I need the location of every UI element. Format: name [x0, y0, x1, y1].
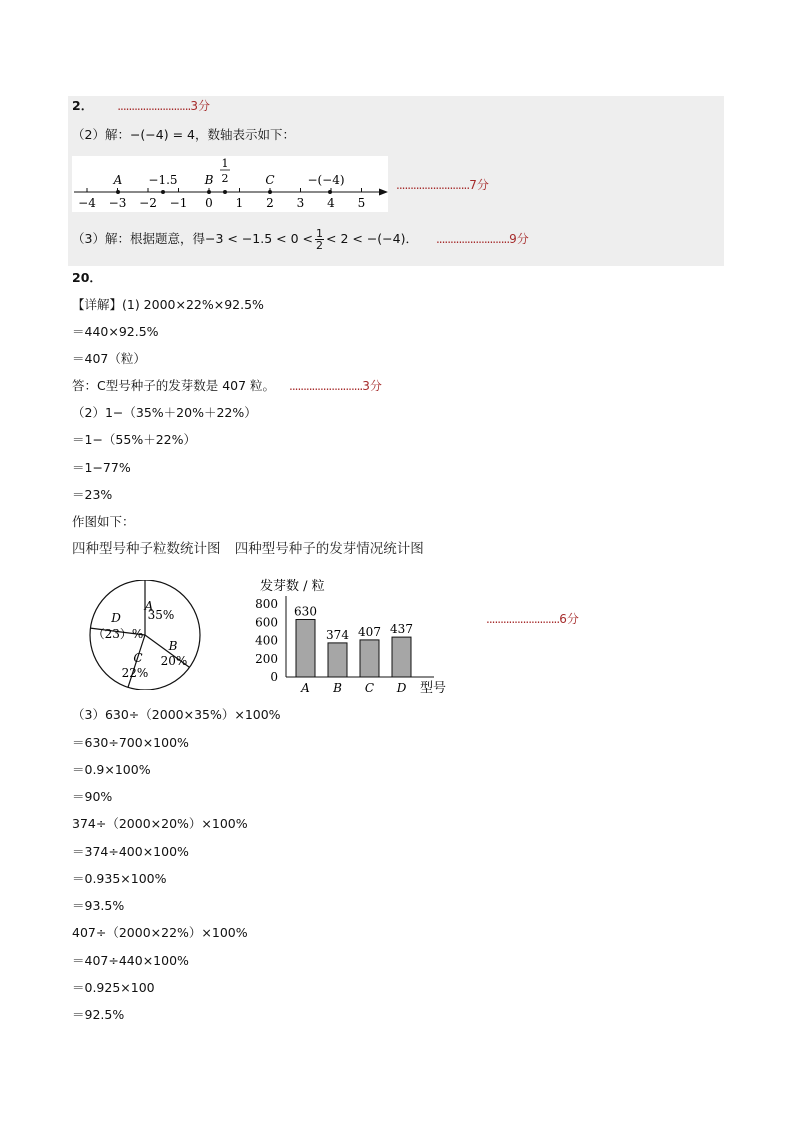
q20-line11: ＝630÷700×100% [72, 735, 189, 750]
bar-category-label-a: A [301, 681, 310, 695]
q19-part3-line [72, 228, 529, 251]
q19-part1-line [72, 98, 210, 114]
q20-line4 [72, 378, 382, 394]
point-half-numerator: 1 [221, 157, 229, 170]
pie-chart [88, 580, 208, 690]
q20-line16: ＝0.935×100% [72, 871, 167, 886]
bar-y-tick-labels [255, 597, 278, 684]
number-line-tick-labels [78, 196, 365, 210]
number-line-tick-label: 5 [357, 196, 366, 210]
number-line-svg [72, 156, 388, 212]
bar-value-label-b: 374 [326, 627, 349, 642]
bar-b [328, 643, 347, 677]
pie-pct-d: （23）% [92, 627, 144, 641]
bar-y-tick-label: 800 [255, 597, 278, 611]
bar-value-label-c: 407 [358, 624, 381, 639]
q20-part1-score: ..........................3分 [289, 379, 382, 393]
number-line-figure [72, 156, 388, 212]
bar-chart-title: 四种型号种子的发芽情况统计图 [234, 541, 424, 557]
bar-category-label-d: D [396, 681, 407, 695]
point-neg-neg4-dot [328, 190, 332, 194]
q19-part1-score: ..........................3分 [117, 99, 211, 113]
bar-category-label-b: B [333, 681, 342, 695]
pie-label-b: B [168, 639, 178, 653]
pie-pct-b: 20% [160, 654, 188, 668]
bar-c [360, 640, 379, 677]
pie-label-a: A [144, 599, 154, 613]
bar-y-tick-label: 0 [270, 670, 278, 684]
bar-a [296, 620, 315, 678]
bar-category-labels [300, 681, 407, 695]
q20-line7: ＝1−77% [72, 460, 131, 475]
q20-line10: （3）630÷（2000×35%）×100% [72, 707, 281, 722]
q19-part3-score: ..........................9分 [435, 232, 529, 246]
number-line-tick-label: 1 [235, 196, 244, 210]
bar-y-tick-label: 600 [255, 615, 278, 630]
point-a-dot [116, 190, 120, 194]
chart-titles-line [72, 541, 424, 557]
q19-part2-score: ..........................7分 [396, 178, 489, 192]
bar-category-label-c: C [364, 681, 375, 695]
point-neg-1-5-dot [161, 190, 165, 194]
point-half-dot [223, 190, 227, 194]
q19-part3-expr-right: < 2 < −(−4)． [326, 231, 418, 246]
number-line-tick-label: 4 [327, 196, 335, 210]
q20-line14: 374÷（2000×20%）×100% [72, 816, 248, 831]
q20-line15: ＝374÷400×100% [72, 844, 189, 859]
point-neg-1-5-label: −1.5 [148, 173, 178, 187]
q20-line9: 作图如下： [72, 514, 135, 529]
chart-score: ..........................6分 [486, 612, 579, 626]
bar-chart [250, 574, 460, 698]
q20-line20: ＝0.925×100 [72, 980, 155, 995]
bar-chart-ylabel: 发芽数 / 粒 [260, 579, 325, 594]
q20-line12: ＝0.9×100% [72, 762, 151, 777]
q20-line8: ＝23% [72, 487, 113, 502]
q20-line18: 407÷（2000×22%）×100% [72, 925, 248, 940]
q20-line21: ＝92.5% [72, 1007, 125, 1022]
number-line-tick-label: −1 [169, 196, 188, 210]
q20-line5: （2）1−（35%＋20%＋22%） [72, 405, 257, 420]
point-a-label: A [113, 173, 123, 187]
q20-line6: ＝1−（55%＋22%） [72, 432, 196, 447]
q19-part3-expr-left: −3 < −1.5 < 0 < [204, 231, 313, 246]
q19-part2-expression: −(−4) = 4，数轴表示如下： [129, 127, 295, 142]
point-half-denominator: 2 [221, 172, 229, 185]
q20-line2: ＝440×92.5% [72, 324, 159, 339]
q19-part1-number: 2． [72, 98, 94, 113]
bar-chart-svg [250, 574, 460, 698]
q20-line19: ＝407÷440×100% [72, 953, 189, 968]
pie-pct-a: 35% [147, 608, 175, 622]
bar-value-label-d: 437 [390, 622, 413, 637]
q19-part3-fraction: $\frac{1}{2}$ [316, 227, 323, 252]
pie-chart-title: 四种型号种子粒数统计图 [72, 541, 221, 557]
q20-line1: 【详解】(1) 2000×22%×92.5% [72, 297, 264, 312]
q19-part3-label: （3）解：根据题意，得 [72, 231, 205, 246]
bar-y-tick-label: 200 [255, 651, 278, 666]
q19-part2-line [72, 127, 295, 143]
number-line-tick-label: 2 [266, 196, 274, 210]
bar-d [392, 637, 411, 677]
pie-chart-svg [88, 580, 208, 690]
number-line-tick-label: −3 [108, 196, 127, 210]
pie-label-d: D [111, 611, 121, 625]
point-c-label: C [265, 173, 275, 187]
number-line-tick-label: 0 [205, 196, 213, 210]
q20-line3: ＝407（粒） [72, 351, 146, 366]
q20-answer-text: 答：C型号种子的发芽数是 407 粒。 [72, 378, 276, 393]
q20-line17: ＝93.5% [72, 898, 125, 913]
number-line-arrow [379, 189, 388, 196]
bar-chart-xlabel: 型号 [420, 681, 447, 696]
q20-line13: ＝90% [72, 789, 113, 804]
point-c-dot [268, 190, 272, 194]
q20-number: 20． [72, 270, 102, 285]
number-line-tick-label: −2 [139, 196, 157, 210]
bar-y-tick-label: 400 [255, 633, 278, 648]
point-b-label: B [204, 173, 214, 187]
pie-pct-c: 22% [121, 666, 149, 680]
point-b-dot [207, 190, 211, 194]
number-line-tick-label: 3 [296, 196, 305, 210]
point-neg-neg4-label: −(−4) [307, 173, 345, 187]
q19-part2-label: （2）解： [72, 127, 130, 142]
pie-label-c: C [133, 651, 143, 665]
number-line-tick-label: −4 [78, 196, 96, 210]
bar-value-label-a: 630 [294, 604, 317, 619]
